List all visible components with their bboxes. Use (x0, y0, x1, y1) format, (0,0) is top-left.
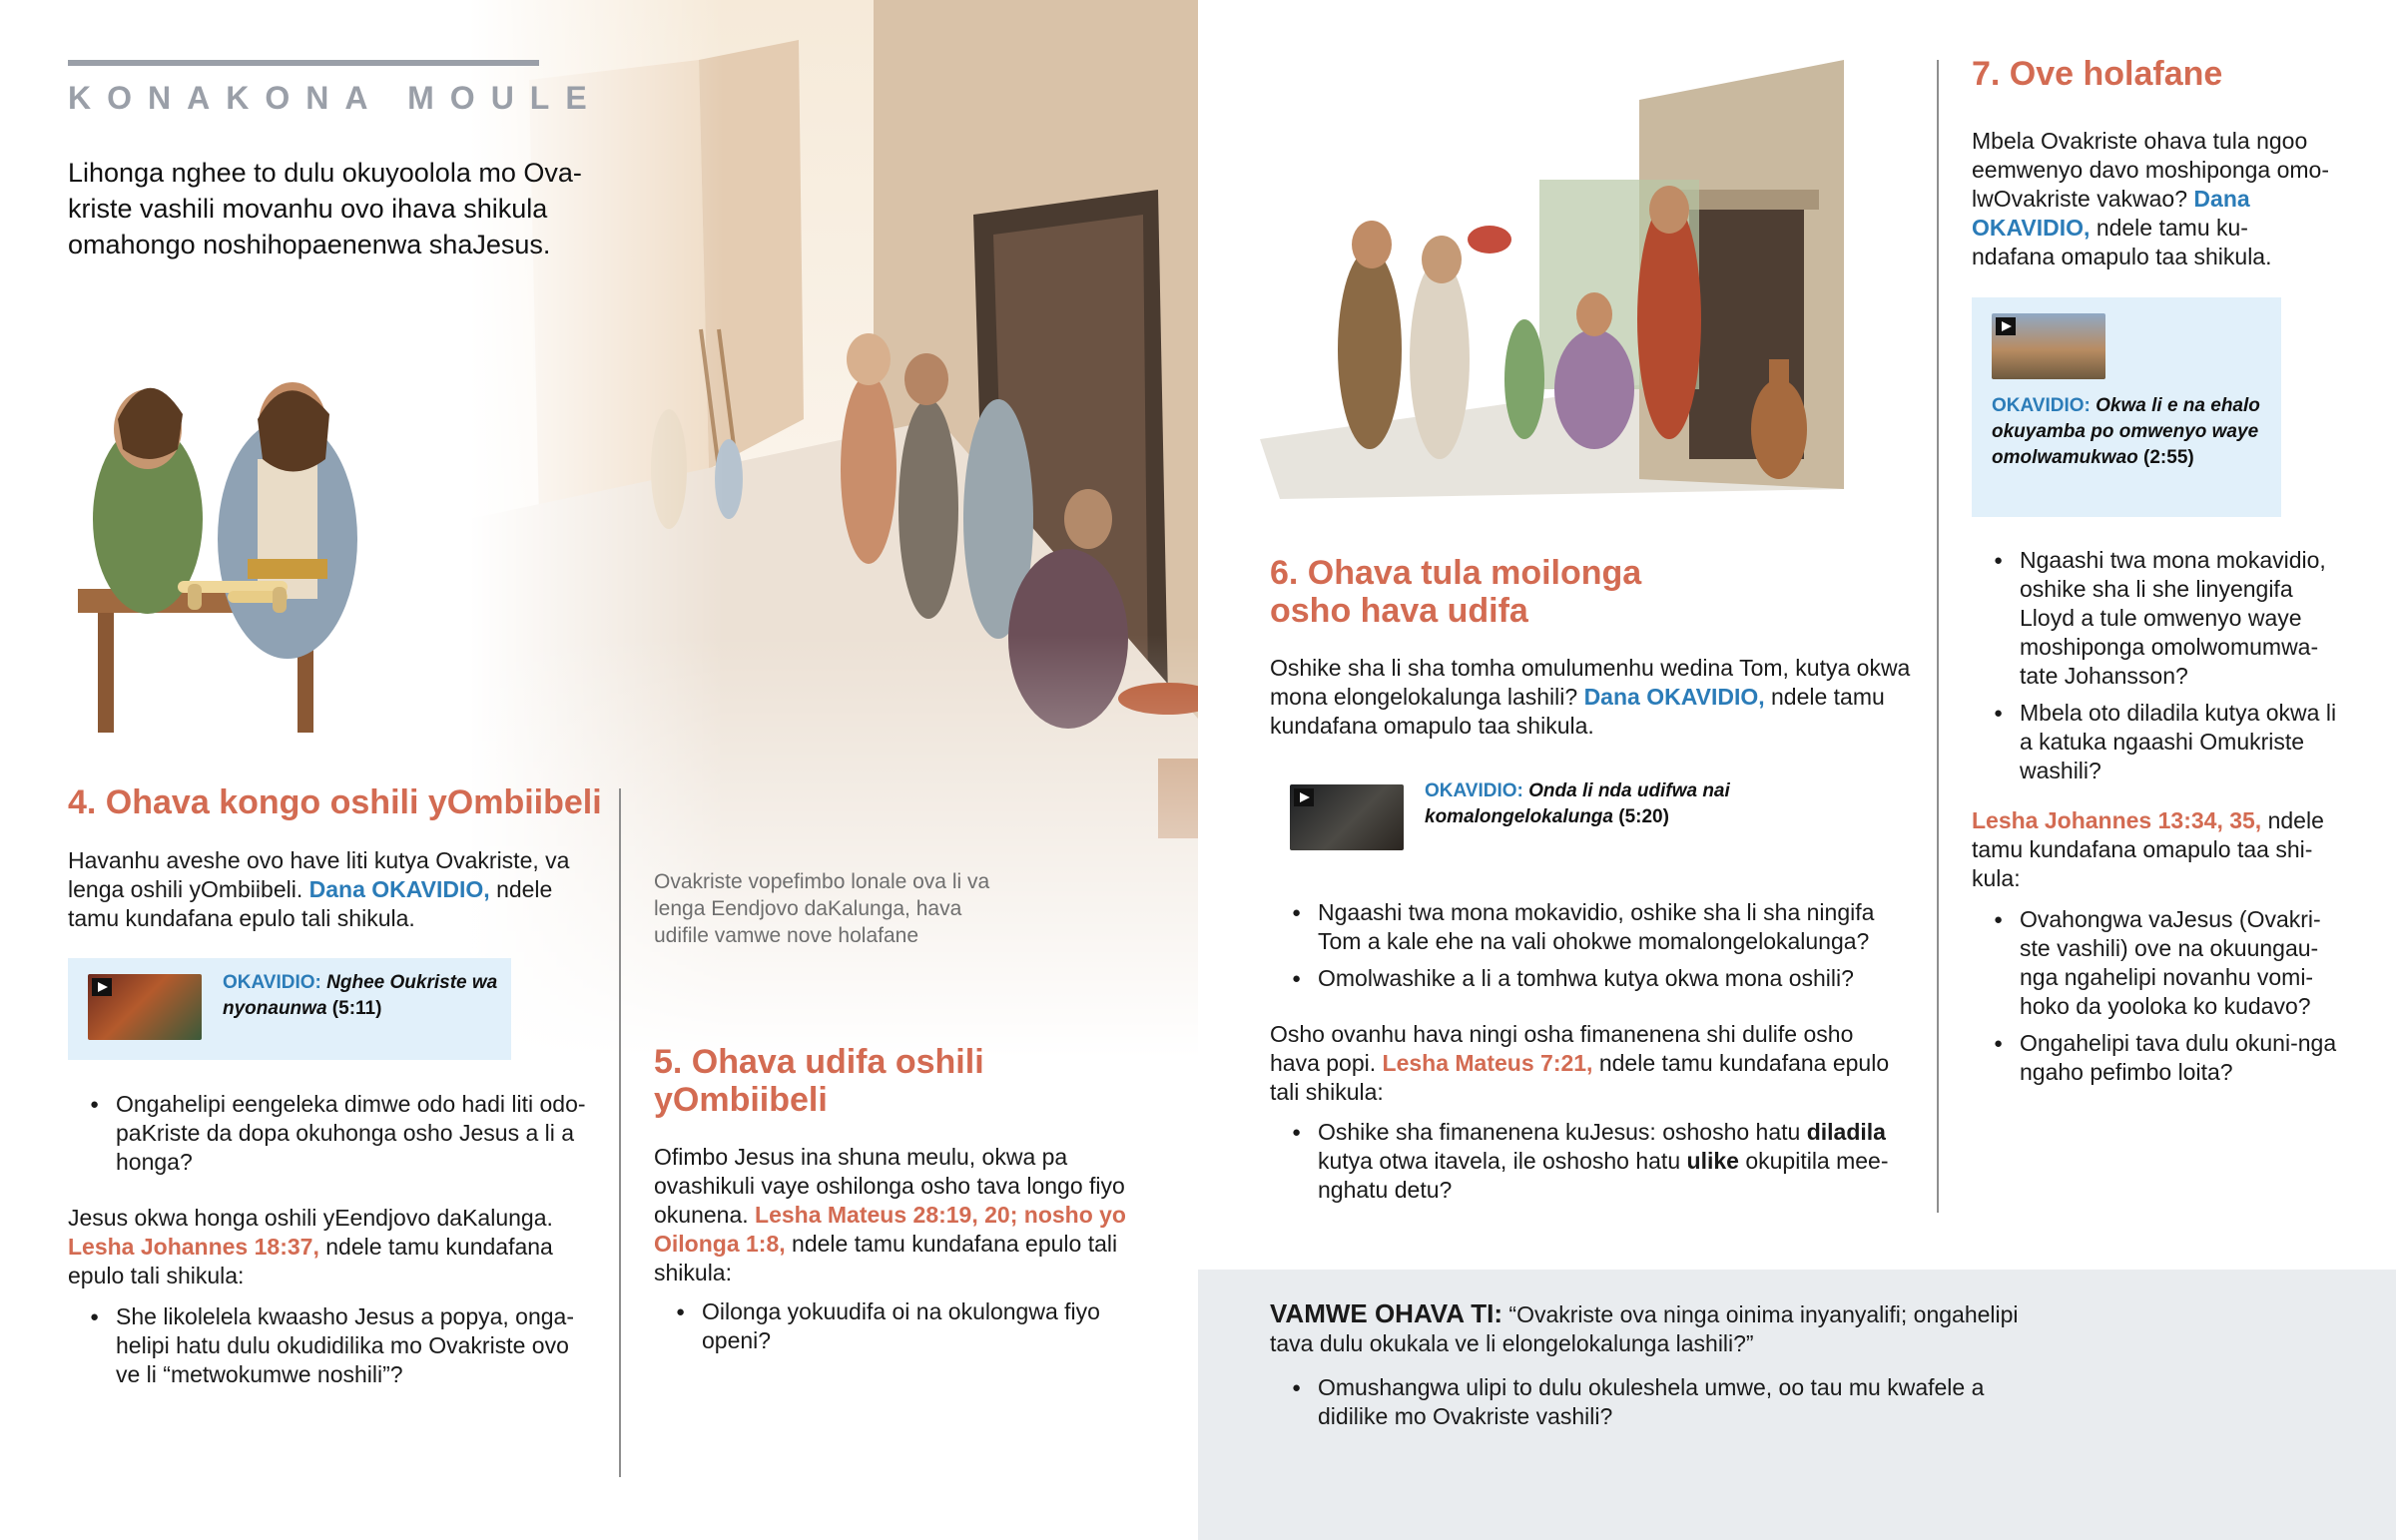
section-6-scripture-ref[interactable]: Lesha Mateus 7:21, (1382, 1050, 1593, 1076)
section-7-bullet-4: ● Ongahelipi tava dulu okuni-nga ngaho pefimbo loita? (1972, 1029, 2341, 1087)
column-divider-2 (1937, 60, 1939, 1213)
section-7-video-caption (1992, 393, 2271, 471)
section-6-bullet-3-c: okupitila mee-nghatu detu? (1318, 1148, 1889, 1203)
section-4-bullet-1: ● Ongahelipi eengeleka dimwe odo hadi liti odo-paKriste da dopa okuhonga osho Jesus a li a honga? (68, 1090, 607, 1177)
section-4-title: 4. Ohava kongo oshili yOmbiibeli (68, 783, 602, 821)
objection-text (1270, 1299, 2049, 1358)
play-icon[interactable] (92, 978, 112, 996)
section-6-bullet-3-b: kutya otwa itavela, ile oshosho hatu (1318, 1148, 1681, 1174)
section-4-video-link[interactable]: Dana OKAVIDIO, (308, 876, 490, 902)
video-duration: (5:20) (1618, 806, 1669, 827)
section-6-bullet-1: ● Ngaashi twa mona mokavidio, oshike sha li sha ningifa Tom a kale ehe na vali ohokwe momalongelokalunga? (1270, 898, 1899, 956)
section-7-p1-text: Mbela Ovakriste ohava tula ngoo eemwenyo davo moshiponga omo-lwOvakriste vakwao? (1972, 128, 2329, 212)
section-6-paragraph-2 (1270, 1020, 1899, 1107)
objection-lead: VAMWE OHAVA TI: (1270, 1298, 1503, 1328)
section-7-p2-tail: ndele tamu kundafana omapulo taa shi-kula: (1972, 807, 2324, 891)
video-title: Nghee Oukriste wa nyonaunwa (223, 972, 498, 1019)
section-4-p1-text: Havanhu aveshe ovo have liti kutya Ovakriste, va lenga oshili yOmbiibeli. (68, 847, 570, 902)
section-4-video-thumbnail[interactable] (88, 974, 202, 1040)
section-7-bullet-3: ● Ovahongwa vaJesus (Ovakri-ste vashili) ove na okuungau-nga ngahelipi novanhu vomi-hoko da yooloka ko kudavo? (1972, 905, 2341, 1021)
section-4-paragraph-1 (68, 846, 592, 933)
section-6-bullet-2: ● Omolwashike a li a tomhwa kutya okwa mona oshili? (1270, 964, 1899, 993)
section-7-paragraph-2 (1972, 806, 2341, 893)
section-6-paragraph-1 (1270, 654, 1919, 741)
section-4-bullet-2: ● She likolelela kwaasho Jesus a popya, onga-helipi hatu dulu okudidilika mo Ovakriste ovo ve li “metwokumwe noshili”? (68, 1302, 587, 1389)
section-5-p1-tail: ndele tamu kundafana epulo tali shikula: (654, 1231, 1118, 1285)
section-7-scripture-ref[interactable]: Lesha Johannes 13:34, 35, (1972, 807, 2262, 833)
scroll-study-illustration (68, 359, 457, 759)
section-6-bullets-1 (1270, 898, 1899, 1001)
section-4-p2-tail: ndele tamu kundafana epulo tali shikula: (68, 1234, 553, 1288)
section-5-bullet-1: ● Oilonga yokuudifa oi na okulongwa fiyo openi? (654, 1297, 1113, 1355)
objection-box (1198, 1270, 2396, 1540)
section-5-p1-text: Ofimbo Jesus ina shuna meulu, okwa pa ovashikuli vaye oshilonga osho tava longo fiyo okunena. (654, 1144, 1125, 1228)
section-7-bullet-1: ● Ngaashi twa mona mokavidio, oshike sha li she linyengifa Lloyd a tule omwenyo waye moshiponga omolwomumwa-tate Johansson? (1972, 546, 2351, 691)
video-duration: (2:55) (2143, 447, 2194, 468)
video-label: OKAVIDIO: (1425, 780, 1523, 801)
header-rule (68, 60, 539, 66)
video-duration: (5:11) (331, 998, 382, 1019)
section-7-bullets-2 (1972, 905, 2341, 1095)
video-title: Okwa li e na ehalo okuyamba po omwenyo waye omolwamukwao (1992, 395, 2260, 468)
section-6-p1-text: Oshike sha li sha tomha omulumenhu wedina Tom, kutya okwa mona elongelokalunga lashili? (1270, 655, 1911, 710)
section-4-paragraph-2 (68, 1204, 587, 1290)
section-7-video-card[interactable] (1972, 297, 2281, 517)
objection-bullet-1: ● Omushangwa ulipi to dulu okuleshela umwe, oo tau mu kwafele a didilike mo Ovakriste vashili? (1270, 1373, 1989, 1431)
section-7-title: 7. Ove holafane (1972, 55, 2223, 93)
section-7-p1-tail: ndele tamu ku-ndafana omapulo taa shikula. (1972, 215, 2272, 269)
video-title: Onda li nda udifwa nai komalongelokalunga (1425, 780, 1730, 827)
section-6-bullet-3-bold-2: ulike (1686, 1148, 1739, 1174)
section-4-video-caption (223, 970, 502, 1022)
section-7-video-thumbnail[interactable] (1992, 313, 2105, 379)
section-4-p2-text: Jesus okwa honga oshili yEendjovo daKalunga. (68, 1205, 553, 1231)
section-7-bullet-2: ● Mbela oto diladila kutya okwa li a katuka ngaashi Omukriste washili? (1972, 699, 2351, 785)
section-6-p2-text: Osho ovanhu hava ningi osha fimanenena shi dulife osho hava popi. (1270, 1021, 1854, 1076)
play-icon[interactable] (1996, 317, 2016, 335)
section-5-title: 5. Ohava udifa oshili yOmbiibeli (654, 1043, 984, 1119)
section-7-video-link[interactable]: Dana OKAVIDIO, (1972, 186, 2250, 241)
column-divider-1 (619, 788, 621, 1477)
visitors-at-house-illustration (1260, 60, 1849, 499)
section-7-bullets-1 (1972, 546, 2351, 793)
section-5-paragraph-1 (654, 1143, 1133, 1287)
section-6-p2-tail: ndele tamu kundafana epulo tali shikula: (1270, 1050, 1890, 1105)
section-6-bullet-3-a: Oshike sha fimanenena kuJesus: oshosho hatu (1318, 1119, 1801, 1145)
section-6-title: 6. Ohava tula moilonga osho hava udifa (1270, 554, 1642, 630)
video-label: OKAVIDIO: (1992, 395, 2091, 416)
video-label: OKAVIDIO: (223, 972, 321, 993)
section-6-p1-tail: ndele tamu kundafana omapulo taa shikula. (1270, 684, 1885, 739)
objection-quote: “Ovakriste ova ninga oinima inyanyalifi; ongahelipi tava dulu okukala ve li elongelokalunga lashili?” (1270, 1301, 2019, 1356)
section-5-bullets (654, 1297, 1113, 1363)
section-4-bullets-2 (68, 1302, 587, 1397)
section-6-video-thumbnail[interactable] (1290, 784, 1404, 850)
section-4-bullets-1 (68, 1090, 607, 1185)
play-icon[interactable] (1294, 788, 1314, 806)
section-6-bullet-3-bold-1: diladila (1806, 1119, 1886, 1145)
section-6-video-caption (1425, 778, 1754, 830)
section-4-p1-tail: ndele tamu kundafana epulo tali shikula. (68, 876, 553, 931)
section-4-scripture-ref[interactable]: Lesha Johannes 18:37, (68, 1234, 319, 1260)
intro-text: Lihonga nghee to dulu okuyoolola mo Ova-kriste vashili movanhu ovo ihava shikula omahongo noshihopaenenwa shaJesus. (68, 158, 582, 259)
section-6-bullets-2 (1270, 1118, 1909, 1213)
section-kicker: KONAKONA MOULE (68, 80, 603, 116)
objection-bullets (1270, 1373, 1989, 1439)
illustration-caption: Ovakriste vopefimbo lonale ova li va lenga Eendjovo daKalunga, hava udifile vamwe nove holafane (654, 870, 990, 947)
section-6-bullet-3 (1270, 1118, 1909, 1205)
section-6-video-link[interactable]: Dana OKAVIDIO, (1583, 684, 1765, 710)
section-5-scripture-ref[interactable]: Lesha Mateus 28:19, 20; nosho yo Oilonga 1:8, (654, 1202, 1126, 1257)
section-7-paragraph-1 (1972, 127, 2331, 271)
section-4-video-card[interactable] (68, 958, 511, 1060)
